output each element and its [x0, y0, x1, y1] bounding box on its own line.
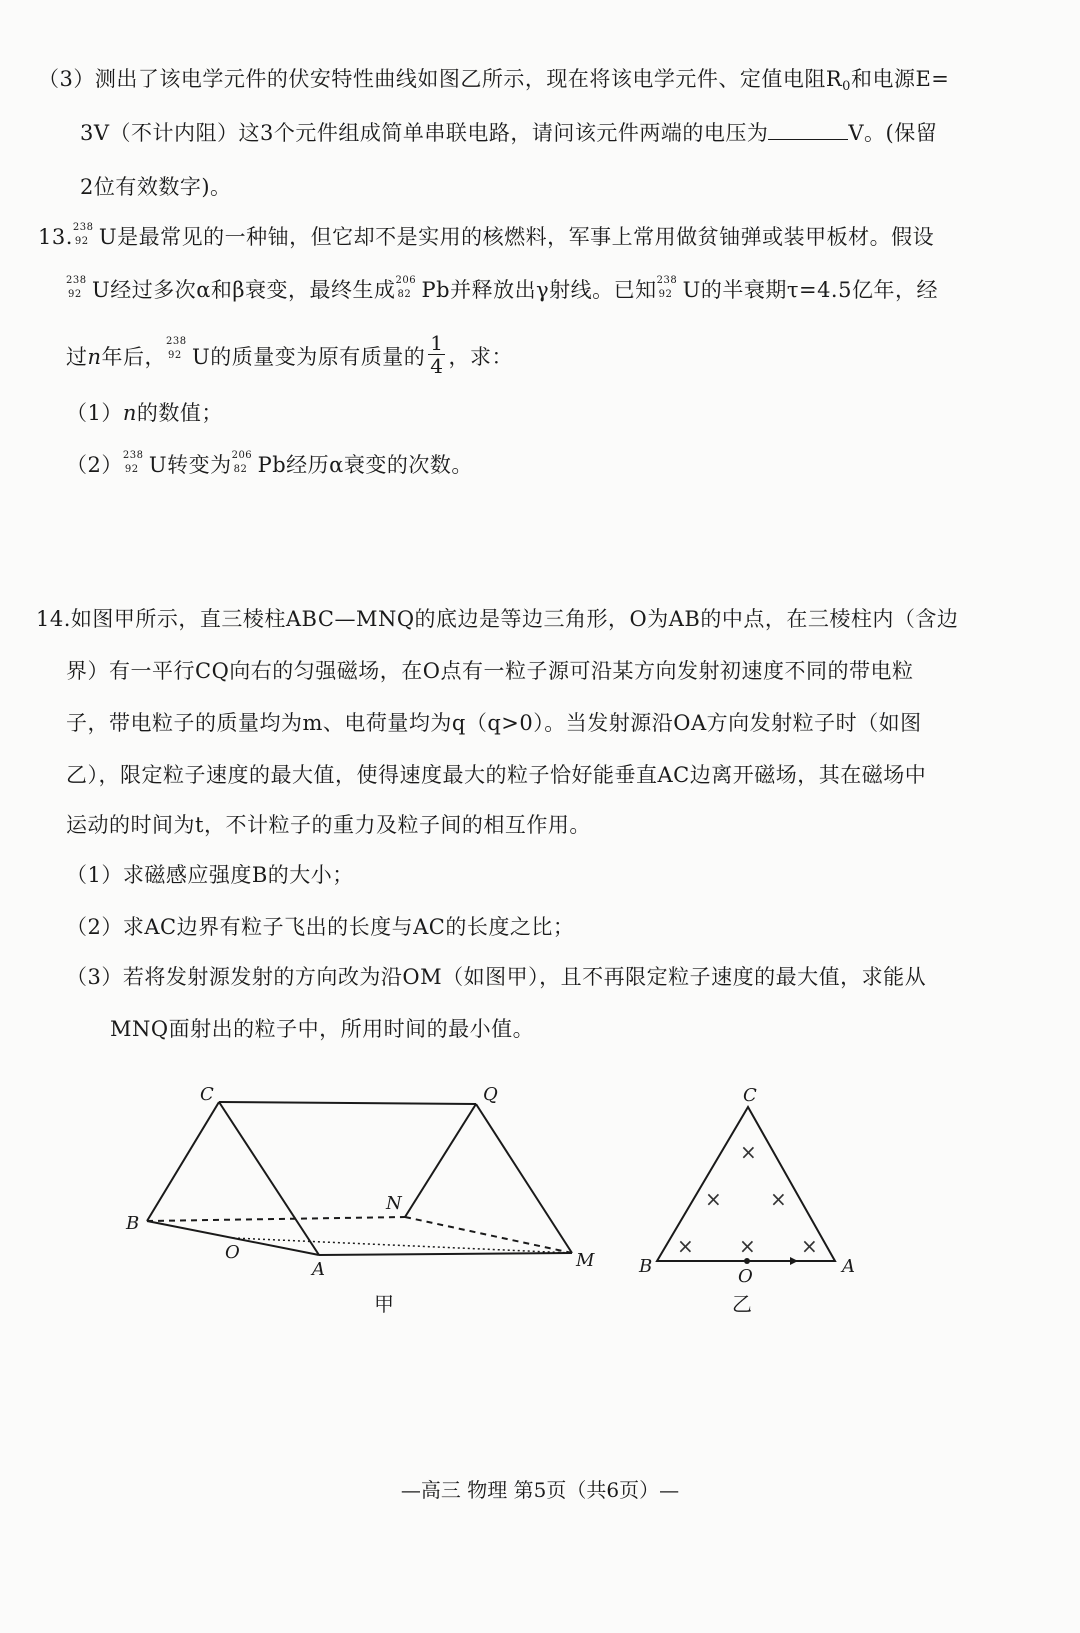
field-mark: ×: [677, 1234, 694, 1258]
q13-sub1: （1）n的数值；: [66, 401, 223, 425]
q12-part3-line2: 3V（不计内阻）这3个元件组成简单串联电路，请问该元件两端的电压为 V。(保留: [80, 121, 938, 145]
q12-part3-line3: 2位有效数字)。: [80, 175, 232, 199]
q14-line1: 14.如图甲所示，直三棱柱ABC—MNQ的底边是等边三角形，O为AB的中点，在三棱柱内（含边: [36, 607, 959, 631]
q14-line5: 运动的时间为t，不计粒子的重力及粒子间的相互作用。: [66, 813, 591, 837]
label-A-yi: A: [842, 1256, 855, 1277]
field-mark: ×: [740, 1140, 757, 1164]
label-A-jia: A: [312, 1259, 325, 1280]
edge-BN-hidden: [147, 1217, 405, 1221]
edge-QN: [405, 1104, 476, 1217]
field-mark: ×: [739, 1234, 756, 1258]
q13-line2: 238 92 U经过多次α和β衰变，最终生成 206 82 Pb并释放出γ射线。已知 238 92 U的半衰期τ=4.5亿年，经: [66, 275, 938, 305]
u238-isotope: 238 92: [72, 222, 94, 247]
q13-line1: 13. 238 92 U是最常见的一种铀，但它却不是实用的核燃料，军事上常用做贫铀弹或装甲板材。假设: [38, 222, 934, 252]
q14-sub2: （2）求AC边界有粒子飞出的长度与AC的长度之比；: [66, 915, 575, 939]
segment-OM: [233, 1238, 572, 1253]
fraction-one-quarter: $\frac{1}{4}$: [430, 331, 444, 378]
pb206-isotope: 206 82: [395, 275, 417, 300]
field-mark: ×: [705, 1187, 722, 1211]
label-O-jia: O: [225, 1242, 240, 1263]
label-B-jia: B: [126, 1213, 140, 1234]
edge-NM-hidden: [405, 1217, 572, 1253]
label-O-yi: O: [738, 1266, 753, 1287]
edge-CB: [147, 1102, 219, 1221]
field-mark: ×: [801, 1234, 818, 1258]
label-C-jia: C: [200, 1084, 214, 1105]
q14-sub1: （1）求磁感应强度B的大小；: [66, 863, 354, 887]
label-C-yi: C: [743, 1085, 757, 1106]
q13-sub2: （2） 238 92 U转变为 206 82 Pb经历α衰变的次数。: [66, 450, 473, 477]
q14-line3: 子，带电粒子的质量均为m、电荷量均为q（q>0）。当发射源沿OA方向发射粒子时（如图: [66, 711, 922, 735]
q13-line3: 过n年后， 238 92 U的质量变为原有质量的 $\frac{1}{4}$ ，求：: [66, 331, 513, 378]
caption-yi: 乙: [732, 1292, 752, 1316]
q14-line4: 乙），限定粒子速度的最大值，使得速度最大的粒子恰好能垂直AC边离开磁场，其在磁场中: [66, 763, 927, 787]
q14-line2: 界）有一平行CQ向右的匀强磁场，在O点有一粒子源可沿某方向发射初速度不同的带电粒: [66, 659, 914, 683]
label-M: M: [576, 1250, 595, 1271]
q12-part3-line1: （3）测出了该电学元件的伏安特性曲线如图乙所示，现在将该电学元件、定值电阻$R_0$和电源E=: [38, 67, 950, 94]
q14-sub3-line2: MNQ面射出的粒子中，所用时间的最小值。: [110, 1017, 535, 1041]
edge-QM: [476, 1104, 572, 1253]
edge-CQ: [219, 1102, 476, 1104]
q14-sub3-line1: （3）若将发射源发射的方向改为沿OM（如图甲），且不再限定粒子速度的最大值，求能从: [66, 965, 927, 989]
page-footer: —高三 物理 第5页（共6页）—: [400, 1478, 680, 1502]
edge-CA: [219, 1102, 319, 1255]
field-mark: ×: [770, 1187, 787, 1211]
figure-jia-prism: [147, 1102, 572, 1255]
label-B-yi: B: [639, 1256, 653, 1277]
label-Q: Q: [483, 1084, 498, 1105]
label-N: N: [386, 1193, 402, 1214]
caption-jia: 甲: [374, 1292, 394, 1316]
source-point-O: [744, 1258, 750, 1264]
edge-AM: [319, 1253, 572, 1255]
